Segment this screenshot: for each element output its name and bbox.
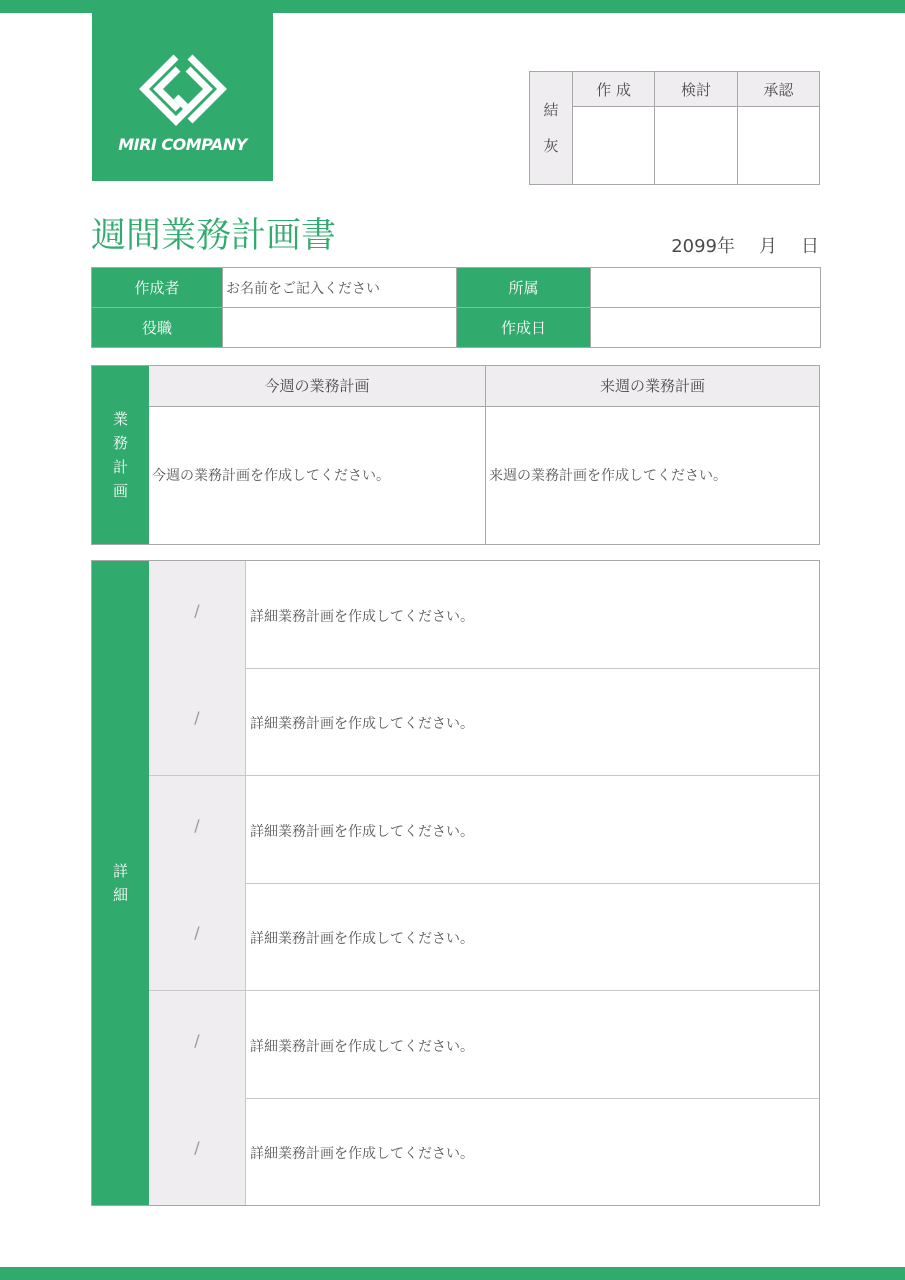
- detail-text-field[interactable]: 詳細業務計画を作成してください。: [250, 716, 474, 732]
- created-date-label: 作成日: [457, 308, 591, 348]
- next-week-plan-header: 来週の業務計画: [486, 366, 819, 407]
- approval-side-label: 結 灰: [530, 72, 573, 185]
- approval-col-create: 作 成: [573, 72, 655, 107]
- top-accent-bar: [0, 0, 905, 13]
- date-year: 2099年: [671, 236, 735, 257]
- detail-row: [149, 883, 819, 991]
- approval-stamp-review[interactable]: [655, 107, 737, 185]
- detail-date-field[interactable]: /: [149, 1098, 246, 1205]
- dept-field[interactable]: [591, 268, 821, 308]
- this-week-plan-field[interactable]: 今週の業務計画を作成してください。: [152, 468, 390, 484]
- approval-stamp-create[interactable]: [573, 107, 655, 185]
- detail-date-field[interactable]: /: [149, 883, 246, 990]
- approval-stamp-approve[interactable]: [737, 107, 819, 185]
- author-field[interactable]: お名前をご記入ください: [223, 268, 457, 308]
- created-date-field[interactable]: [591, 308, 821, 348]
- approval-col-review: 検討: [655, 72, 737, 107]
- detail-date-field[interactable]: /: [149, 776, 246, 883]
- info-table: [91, 267, 821, 348]
- document-title: 週間業務計画書: [91, 216, 337, 256]
- business-plan-section: [91, 365, 820, 545]
- detail-row: [149, 991, 819, 1099]
- approval-stamp-table: [529, 71, 820, 185]
- detail-text-field[interactable]: 詳細業務計画を作成してください。: [250, 1146, 474, 1162]
- detail-text-field[interactable]: 詳細業務計画を作成してください。: [250, 931, 474, 947]
- detail-row: [149, 776, 819, 884]
- diamond-logo-icon: [136, 51, 230, 127]
- bottom-accent-bar: [0, 1267, 905, 1280]
- detail-text-field[interactable]: 詳細業務計画を作成してください。: [250, 1039, 474, 1055]
- position-label: 役職: [92, 308, 223, 348]
- company-logo: [92, 13, 273, 181]
- detail-section: [91, 560, 820, 1206]
- detail-side-label: 詳 細: [92, 561, 149, 1205]
- document-date[interactable]: [667, 232, 819, 258]
- detail-text-field[interactable]: 詳細業務計画を作成してください。: [250, 824, 474, 840]
- author-label: 作成者: [92, 268, 223, 308]
- detail-row: [149, 1098, 819, 1205]
- position-field[interactable]: [223, 308, 457, 348]
- this-week-plan-column: [149, 366, 486, 544]
- approval-col-approve: 承認: [737, 72, 819, 107]
- dept-label: 所属: [457, 268, 591, 308]
- detail-row: [149, 668, 819, 776]
- next-week-plan-column: [486, 366, 819, 544]
- date-month: 月: [759, 236, 777, 257]
- detail-date-field[interactable]: /: [149, 668, 246, 775]
- date-day: 日: [801, 236, 819, 257]
- logo-text: MIRI COMPANY: [118, 135, 247, 154]
- next-week-plan-field[interactable]: 来週の業務計画を作成してください。: [489, 468, 727, 484]
- detail-date-field[interactable]: /: [149, 561, 246, 668]
- detail-date-field[interactable]: /: [149, 991, 246, 1098]
- this-week-plan-header: 今週の業務計画: [149, 366, 485, 407]
- business-plan-side-label: 業 務 計 画: [92, 366, 149, 544]
- detail-text-field[interactable]: 詳細業務計画を作成してください。: [250, 609, 474, 625]
- detail-row: [149, 561, 819, 669]
